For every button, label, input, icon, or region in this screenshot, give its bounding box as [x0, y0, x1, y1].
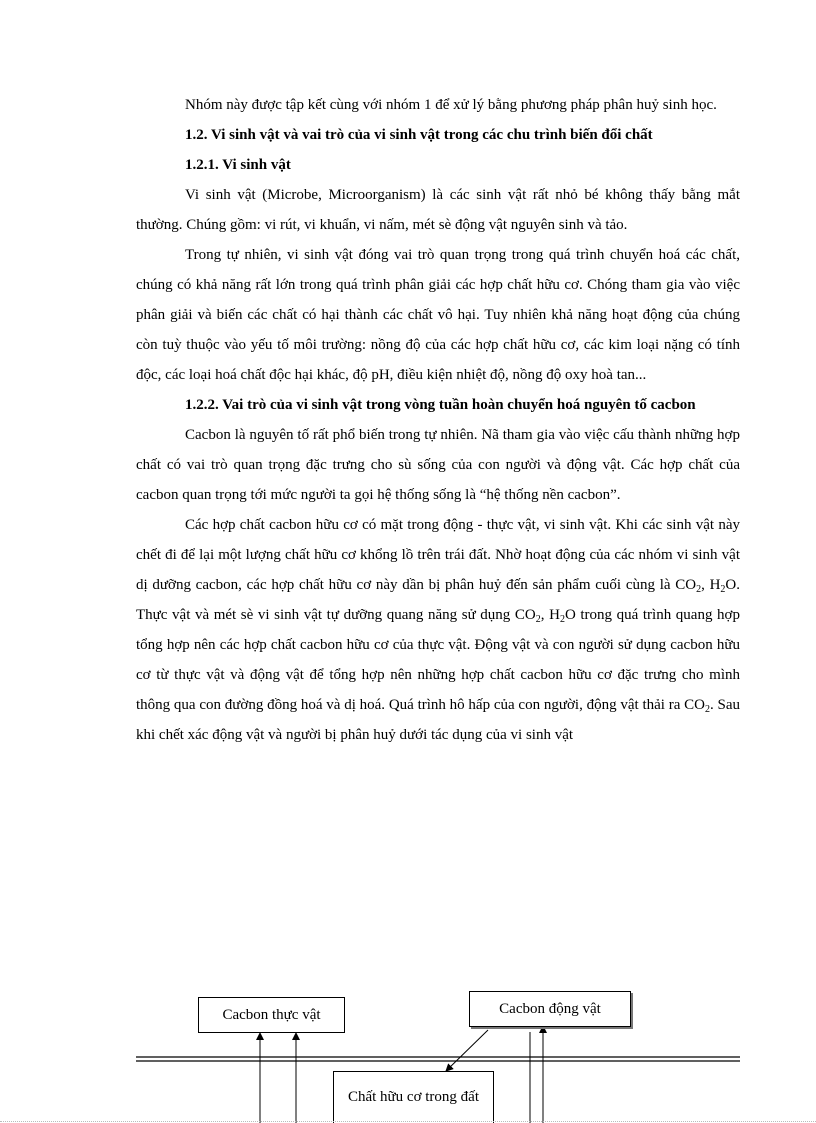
heading-1-2-2: 1.2.2. Vai trò của vi sinh vật trong vòng tuần hoàn chuyển hoá nguyên tố cacbon — [185, 397, 696, 413]
carbon-cycle-diagram — [0, 985, 816, 1123]
paragraph-carbon-cycle: Các hợp chất cacbon hữu cơ có mặt trong động - thực vật, vi sinh vật. Khi các sinh vật này chết đi để lại một lượng chất hữu cơ khổng lồ trên trái đất. Nhờ hoạt động của các nhóm vi sinh vật dị dưỡng cacbon, các hợp chất hữu cơ này dần bị phân huỷ đến sản phẩm cuối cùng là $CO_2$, $H_2O$. Thực vật và mét sè vi sinh vật tự dưỡng quang năng sử dụng $CO_2$, $H_2O$ trong quá trình quang hợp tổng hợp nên các hợp chất cacbon hữu cơ của thực vật. Động vật và con người sử dụng cacbon hữu cơ từ thực vật và động vật để tổng hợp nên những hợp chất cacbon hữu cơ đặc trưng cho mình thông qua con đường đồng hoá và dị hoá. Quá trình hô hấp của con người, động vật thải ra $CO_2$. Sau khi chết xác động vật và người bị phân huỷ dưới tác dụng của vi sinh vật — [136, 517, 740, 743]
heading-1-2-1: 1.2.1. Vi sinh vật — [185, 157, 291, 173]
heading-1-2: 1.2. Vi sinh vật và vai trò của vi sinh vật trong các chu trình biến đổi chất — [185, 127, 653, 143]
carbon-animal-box: Cacbon động vật — [469, 991, 631, 1027]
paragraph-microbe-definition: Vi sinh vật (Microbe, Microorganism) là các sinh vật rất nhỏ bé không thấy bằng mắt thường. Chúng gồm: vi rút, vi khuẩn, vi nấm, mét sè động vật nguyên sinh và tảo. — [136, 187, 740, 233]
paragraph-intro: Nhóm này được tập kết cùng với nhóm 1 để xử lý bằng phương pháp phân huỷ sinh học. — [185, 97, 717, 113]
carbon-plant-box: Cacbon thực vật — [198, 997, 345, 1033]
page-edge-divider — [0, 1121, 816, 1122]
soil-organic-box: Chất hữu cơ trong đất — [333, 1071, 494, 1123]
body-text — [136, 90, 740, 750]
paragraph-carbon: Cacbon là nguyên tố rất phổ biến trong tự nhiên. Nã tham gia vào việc cấu thành những hợp chất có vai trò quan trọng đặc trưng cho sù sống của con người và động vật. Các hợp chất của cacbon quan trọng tới mức người ta gọi hệ thống sống là “hệ thống nền cacbon”. — [136, 427, 740, 503]
paragraph-microbe-role: Trong tự nhiên, vi sinh vật đóng vai trò quan trọng trong quá trình chuyển hoá các chất, chúng có khả năng rất lớn trong quá trình phân giải các hợp chất hữu cơ. Chóng tham gia vào việc phân giải và biến các chất có hại thành các chất vô hại. Tuy nhiên khả năng hoạt động của chúng còn tuỳ thuộc vào yếu tố môi trường: nồng độ của các hợp chất hữu cơ, các kim loại nặng có tính độc, các loại hoá chất độc hại khác, độ pH, điều kiện nhiệt độ, nồng độ oxy hoà tan... — [136, 247, 740, 383]
arrow-to-soil — [446, 1030, 488, 1071]
